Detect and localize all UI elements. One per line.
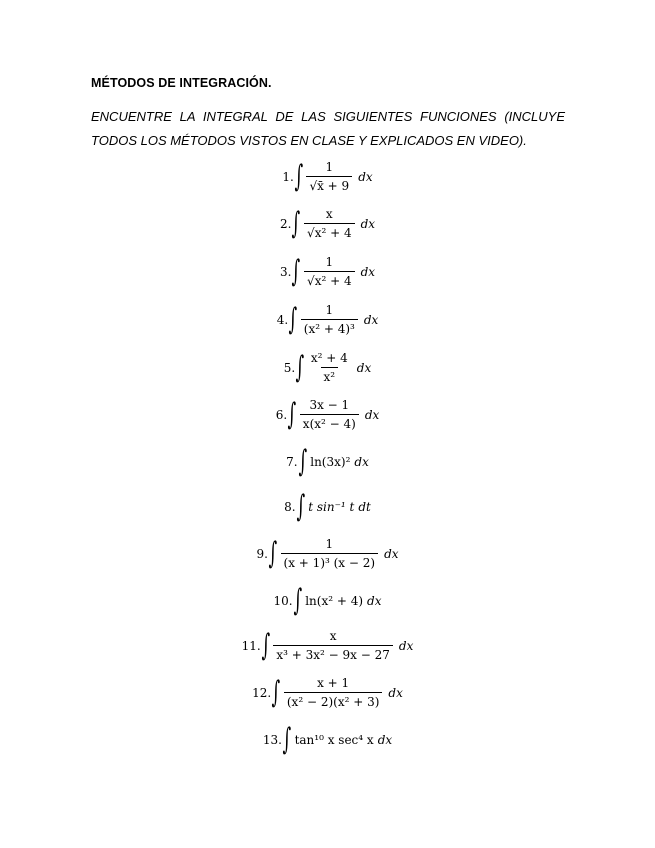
integrand: ln(3x)² — [310, 455, 351, 469]
instructions-text: ENCUENTRE LA INTEGRAL DE LAS SIGUIENTES FUNCIONES (INCLUYE TODOS LOS MÉTODOS VISTOS EN CLASE Y EXPLICADOS EN VIDEO). — [91, 109, 565, 148]
integral-sign: ∫ — [287, 396, 297, 432]
differential: dx — [364, 407, 380, 422]
fraction — [281, 537, 379, 570]
differential: dx — [367, 594, 382, 608]
differential: dx — [398, 638, 414, 653]
integral-sign: ∫ — [268, 535, 278, 571]
numerator: x + 1 — [317, 676, 350, 690]
fraction — [284, 676, 383, 709]
denominator: √x² + 4 — [304, 271, 355, 288]
integral-sign: ∫ — [293, 583, 302, 618]
problem-6 — [0, 398, 655, 431]
denominator: (x² + 4)³ — [301, 319, 358, 336]
denominator: √x² + 4 — [304, 223, 355, 240]
numerator: 1 — [325, 303, 334, 317]
problem-12 — [0, 676, 655, 709]
problem-1 — [0, 160, 655, 193]
problem-2 — [0, 207, 655, 240]
problem-number: 12. — [252, 685, 272, 700]
problem-7 — [0, 444, 655, 479]
differential: dx — [356, 360, 372, 375]
problem-number: 8. — [284, 500, 296, 514]
denominator: x³ + 3x² − 9x − 27 — [273, 645, 393, 662]
problem-number: 6. — [275, 407, 288, 422]
integrand: ln(x² + 4) — [305, 594, 364, 608]
integral-sign: ∫ — [271, 674, 281, 710]
integrand: tan¹⁰ x sec⁴ x — [294, 733, 374, 747]
problem-5 — [0, 351, 655, 384]
problem-number: 11. — [241, 638, 261, 653]
problem-11 — [0, 629, 655, 662]
problem-number: 10. — [273, 594, 293, 608]
denominator: x² — [321, 367, 339, 384]
problem-8 — [0, 489, 655, 524]
fraction — [273, 629, 393, 662]
differential: dx — [363, 312, 379, 327]
fraction — [301, 303, 358, 336]
fraction — [308, 351, 351, 384]
numerator: 1 — [325, 255, 334, 269]
problem-13 — [0, 722, 655, 757]
denominator: √x̄ + 9 — [306, 176, 352, 193]
problem-10 — [0, 583, 655, 618]
integral-sign: ∫ — [295, 349, 305, 385]
differential: dx — [360, 216, 376, 231]
problem-number: 13. — [262, 733, 282, 747]
differential: dx — [354, 455, 369, 469]
problem-4 — [0, 303, 655, 336]
integral-sign: ∫ — [291, 253, 301, 289]
problem-9 — [0, 537, 655, 570]
differential: dx — [358, 169, 373, 184]
denominator: (x² − 2)(x² + 3) — [284, 692, 383, 709]
problem-number: 5. — [283, 360, 296, 375]
integral-sign: ∫ — [291, 205, 301, 241]
differential: dt — [358, 500, 371, 514]
numerator: x — [325, 207, 333, 221]
numerator: x — [329, 629, 337, 643]
integral-sign: ∫ — [282, 722, 292, 757]
problem-number: 9. — [256, 546, 268, 561]
integral-sign: ∫ — [261, 627, 270, 663]
denominator: x(x² − 4) — [300, 414, 359, 431]
differential: dx — [384, 546, 399, 561]
fraction — [300, 398, 359, 431]
numerator: x² + 4 — [310, 351, 348, 365]
problem-number: 4. — [276, 312, 289, 327]
integrand: t sin⁻¹ t — [308, 500, 355, 514]
problem-3 — [0, 255, 655, 288]
document-title: MÉTODOS DE INTEGRACIÓN. — [91, 76, 272, 90]
differential: dx — [377, 733, 393, 747]
integral-sign: ∫ — [294, 158, 303, 194]
problem-number: 2. — [279, 216, 292, 231]
problem-number: 3. — [279, 264, 292, 279]
fraction — [306, 160, 352, 193]
differential: dx — [388, 685, 403, 700]
numerator: 1 — [325, 160, 334, 174]
denominator: (x + 1)³ (x − 2) — [281, 553, 379, 570]
problem-number: 1. — [282, 169, 294, 184]
problem-number: 7. — [286, 455, 298, 469]
differential: dx — [360, 264, 376, 279]
numerator: 3x − 1 — [309, 398, 350, 412]
numerator: 1 — [325, 537, 334, 551]
integral-sign: ∫ — [288, 301, 298, 337]
fraction — [304, 255, 355, 288]
fraction — [304, 207, 355, 240]
integral-sign: ∫ — [296, 489, 305, 524]
integral-sign: ∫ — [298, 444, 307, 479]
